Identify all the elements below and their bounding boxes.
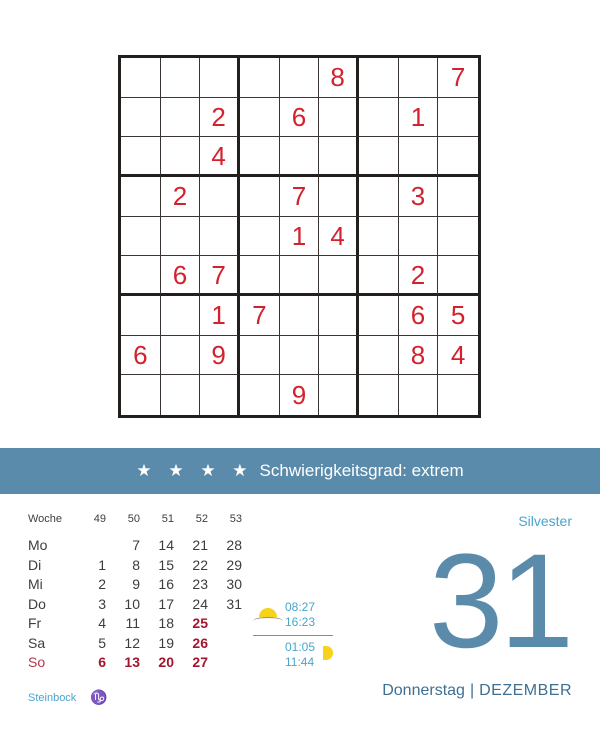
- sudoku-cell: [319, 336, 359, 376]
- day-number: 31: [428, 527, 570, 676]
- sudoku-cell: [200, 58, 240, 98]
- sudoku-cell: 9: [280, 375, 320, 415]
- month-name: DEZEMBER: [479, 682, 572, 699]
- sudoku-cell: [280, 296, 320, 336]
- zodiac-name: Steinbock: [28, 691, 77, 704]
- calendar-date: 5: [98, 634, 106, 651]
- sudoku-cell: 3: [399, 177, 439, 217]
- sudoku-cell: [319, 375, 359, 415]
- sudoku-cell: [161, 137, 201, 177]
- sudoku-cell: 1: [399, 98, 439, 138]
- calendar-date: 1: [98, 556, 106, 573]
- calendar-date: 15: [158, 556, 174, 573]
- calendar-row: [28, 557, 242, 577]
- sudoku-cell: [438, 137, 478, 177]
- sudoku-cell: 6: [121, 336, 161, 376]
- sudoku-cell: 7: [280, 177, 320, 217]
- calendar-date: 4: [98, 615, 106, 631]
- weekday-label: Fr: [28, 615, 42, 631]
- calendar-date: 23: [192, 576, 208, 592]
- sudoku-cell: [359, 58, 399, 98]
- sudoku-cell: [438, 256, 478, 296]
- calendar-date: 6: [98, 654, 106, 670]
- sudoku-cell: [240, 137, 280, 177]
- sudoku-cell: [280, 137, 320, 177]
- sudoku-cell: 6: [399, 296, 439, 336]
- sudoku-cell: [438, 177, 478, 217]
- calendar-row: [28, 615, 242, 635]
- sun-moon-divider: [253, 635, 333, 636]
- moon-icon: [323, 646, 333, 660]
- sudoku-cell: 7: [200, 256, 240, 296]
- sudoku-cell: [240, 375, 280, 415]
- sudoku-cell: 8: [319, 58, 359, 98]
- calendar-date: 31: [226, 595, 242, 612]
- calendar-date: 11: [125, 615, 140, 631]
- calendar-date: 22: [192, 556, 208, 573]
- weekday-month-line: [382, 682, 572, 700]
- sudoku-grid: [118, 55, 481, 418]
- sudoku-cell: [359, 336, 399, 376]
- sudoku-cell: [240, 336, 280, 376]
- calendar-date: 17: [158, 595, 174, 612]
- calendar-date: 14: [158, 537, 174, 553]
- calendar-date: 8: [132, 556, 140, 573]
- sudoku-cell: 7: [240, 296, 280, 336]
- week-number: 49: [93, 513, 106, 525]
- sudoku-cell: [161, 375, 201, 415]
- sudoku-cell: [438, 98, 478, 138]
- calendar-date: 28: [226, 537, 242, 553]
- sunset-time: 16:23: [285, 615, 316, 629]
- calendar-date: 3: [98, 595, 106, 612]
- sudoku-cell: [319, 98, 359, 138]
- calendar-row: [28, 576, 242, 596]
- sudoku-cell: [359, 217, 399, 257]
- sudoku-cell: 4: [438, 336, 478, 376]
- week-number: 51: [161, 513, 174, 525]
- weekday-label: Di: [28, 556, 42, 573]
- calendar-date: 12: [124, 634, 140, 651]
- sudoku-cell: 5: [438, 296, 478, 336]
- sudoku-cell: [359, 98, 399, 138]
- week-number: 50: [127, 513, 140, 525]
- sudoku-cell: [399, 137, 439, 177]
- sudoku-cell: 2: [161, 177, 201, 217]
- moonset-time: 11:44: [285, 655, 315, 669]
- weekday-label: Mo: [28, 537, 48, 553]
- holiday-name: Silvester: [518, 513, 572, 529]
- sudoku-cell: 2: [399, 256, 439, 296]
- difficulty-stars: ★ ★ ★ ★: [136, 461, 254, 480]
- sudoku-cell: [121, 296, 161, 336]
- sudoku-cell: [319, 137, 359, 177]
- sudoku-cell: 8: [399, 336, 439, 376]
- calendar-date: 29: [226, 556, 242, 573]
- weekday-label: Mi: [28, 576, 43, 592]
- sudoku-cell: [399, 58, 439, 98]
- month-calendar: [28, 513, 242, 674]
- calendar-date: 24: [192, 595, 208, 612]
- sudoku-cell: [240, 256, 280, 296]
- sudoku-cell: 2: [200, 98, 240, 138]
- week-label: Woche: [28, 513, 63, 525]
- sudoku-cell: [399, 217, 439, 257]
- sudoku-cell: [319, 256, 359, 296]
- sudoku-cell: [121, 375, 161, 415]
- moonrise-time: 01:05: [285, 640, 316, 654]
- sudoku-cell: [121, 98, 161, 138]
- calendar-date: 19: [158, 634, 174, 651]
- sudoku-cell: [121, 177, 161, 217]
- sudoku-cell: [121, 256, 161, 296]
- calendar-week-header: [28, 513, 242, 537]
- sudoku-cell: 6: [280, 98, 320, 138]
- sudoku-cell: [359, 177, 399, 217]
- sudoku-cell: [319, 296, 359, 336]
- calendar-row: [28, 654, 242, 674]
- sudoku-cell: [161, 58, 201, 98]
- sudoku-cell: [121, 58, 161, 98]
- calendar-row: [28, 635, 242, 655]
- sudoku-cell: [161, 98, 201, 138]
- moon-times: [285, 640, 315, 670]
- sudoku-cell: [280, 336, 320, 376]
- sudoku-cell: [161, 217, 201, 257]
- sudoku-cell: 9: [200, 336, 240, 376]
- calendar-date: 26: [192, 634, 208, 651]
- sudoku-cell: [319, 177, 359, 217]
- zodiac-sign: [28, 689, 108, 706]
- date-separator: |: [469, 682, 475, 699]
- sudoku-cell: [359, 296, 399, 336]
- sun-times: [285, 600, 315, 630]
- sudoku-cell: [200, 217, 240, 257]
- sudoku-cell: 4: [319, 217, 359, 257]
- calendar-date: 13: [124, 654, 140, 670]
- weekday-label: Do: [28, 595, 46, 612]
- sudoku-cell: [399, 375, 439, 415]
- week-number: 53: [229, 513, 242, 525]
- sudoku-cell: [161, 296, 201, 336]
- weekday-label: Sa: [28, 634, 46, 651]
- sudoku-cell: [438, 217, 478, 257]
- sudoku-cell: [200, 177, 240, 217]
- sudoku-cell: [161, 336, 201, 376]
- calendar-date: 20: [158, 654, 174, 670]
- sudoku-cell: [240, 98, 280, 138]
- sudoku-cell: 4: [200, 137, 240, 177]
- difficulty-label: Schwierigkeitsgrad: extrem: [259, 461, 464, 480]
- calendar-date: 2: [98, 576, 106, 592]
- calendar-row: [28, 537, 242, 557]
- sudoku-cell: [240, 217, 280, 257]
- calendar-date: 7: [132, 537, 140, 553]
- calendar-date: 25: [192, 615, 208, 631]
- sudoku-cell: [359, 256, 399, 296]
- calendar-date: 10: [124, 595, 140, 612]
- calendar-date: 9: [132, 576, 140, 592]
- sudoku-cell: [200, 375, 240, 415]
- horizon-arc: [253, 617, 283, 625]
- week-number: 52: [195, 513, 208, 525]
- difficulty-band: [0, 448, 600, 494]
- sudoku-cell: 1: [280, 217, 320, 257]
- calendar-row: [28, 596, 242, 616]
- sudoku-cell: [280, 256, 320, 296]
- calendar-date: 27: [192, 654, 208, 670]
- capricorn-icon: ♑: [90, 689, 108, 705]
- sudoku-cell: 1: [200, 296, 240, 336]
- sudoku-cell: [240, 58, 280, 98]
- calendar-date: 16: [158, 576, 174, 592]
- calendar-date: 30: [226, 576, 242, 592]
- sudoku-cell: [438, 375, 478, 415]
- sudoku-cell: [121, 217, 161, 257]
- sudoku-cell: 7: [438, 58, 478, 98]
- sudoku-cell: [121, 137, 161, 177]
- weekday: Donnerstag: [382, 682, 465, 699]
- calendar-date: 21: [192, 537, 208, 553]
- sudoku-cell: [280, 58, 320, 98]
- calendar-date: 18: [158, 615, 174, 631]
- sudoku-cell: [359, 375, 399, 415]
- weekday-label: So: [28, 654, 46, 670]
- sudoku-cell: 6: [161, 256, 201, 296]
- sudoku-cell: [359, 137, 399, 177]
- sunrise-time: 08:27: [285, 600, 316, 614]
- sudoku-cell: [240, 177, 280, 217]
- sun-icon: [259, 608, 277, 617]
